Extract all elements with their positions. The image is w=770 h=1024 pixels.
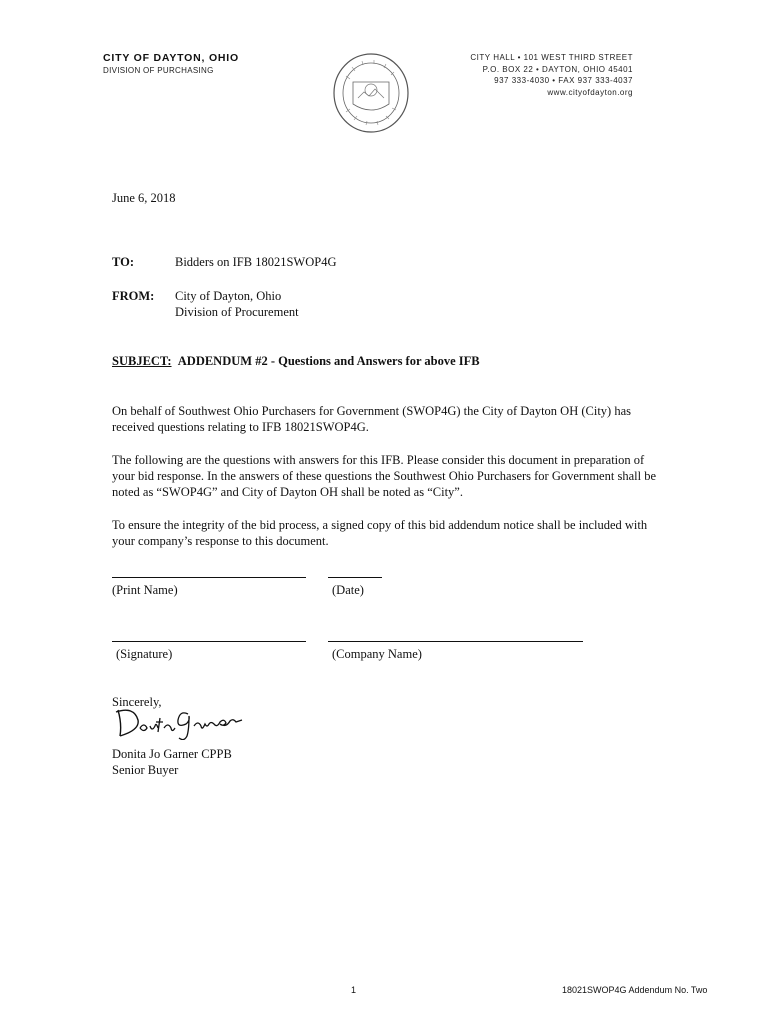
paragraph-line: received questions relating to IFB 18021SWOP4G. — [112, 420, 369, 434]
address-line: CITY HALL • 101 WEST THIRD STREET — [470, 53, 633, 62]
handwritten-signature-icon — [112, 704, 260, 740]
signer-title: Senior Buyer — [112, 763, 179, 777]
company-name-label: (Company Name) — [332, 647, 422, 661]
from-line: City of Dayton, Ohio — [175, 289, 282, 303]
to-label: TO: — [112, 255, 134, 269]
date-line[interactable] — [328, 577, 382, 578]
subject — [112, 353, 480, 369]
print-name-label: (Print Name) — [112, 583, 178, 597]
city-seal-icon — [332, 52, 410, 134]
org-name: CITY OF DAYTON, OHIO — [103, 52, 239, 64]
signature-label: (Signature) — [116, 647, 173, 661]
to-value: Bidders on IFB 18021SWOP4G — [175, 255, 337, 269]
page-number: 1 — [351, 985, 357, 995]
signer-name: Donita Jo Garner CPPB — [112, 747, 232, 761]
letterhead-address — [470, 52, 633, 98]
date-label: (Date) — [332, 583, 364, 597]
document-reference: 18021SWOP4G Addendum No. Two — [562, 985, 708, 995]
subject-label: SUBJECT: — [112, 354, 172, 368]
letter-date: June 6, 2018 — [112, 191, 176, 205]
from-label: FROM: — [112, 289, 155, 303]
org-division: DIVISION OF PURCHASING — [103, 66, 214, 75]
address-line: P.O. BOX 22 • DAYTON, OHIO 45401 — [482, 64, 633, 74]
print-name-line[interactable] — [112, 577, 306, 578]
paragraph-line: your bid response. In the answers of these questions the Southwest Ohio Purchasers for Government shall be — [112, 469, 656, 483]
paragraph-line: noted as “SWOP4G” and City of Dayton OH shall be noted as “City”. — [112, 485, 463, 499]
paragraph-line: your company’s response to this document. — [112, 534, 329, 548]
paragraph-line: The following are the questions with answers for this IFB. Please consider this document in preparation of — [112, 453, 645, 467]
company-name-line[interactable] — [328, 641, 583, 642]
address-line: 937 333-4030 • FAX 937 333-4037 — [494, 76, 633, 85]
from-line: Division of Procurement — [175, 305, 299, 319]
closing: Sincerely, — [112, 695, 162, 709]
paragraph-line: To ensure the integrity of the bid process, a signed copy of this bid addendum notice shall be included with — [112, 518, 648, 532]
subject-value: ADDENDUM #2 - Questions and Answers for above IFB — [177, 354, 480, 368]
signature-line[interactable] — [112, 641, 306, 642]
website-link[interactable]: www.cityofdayton.org — [547, 87, 633, 97]
paragraph-line: On behalf of Southwest Ohio Purchasers for Government (SWOP4G) the City of Dayton OH (City) has — [112, 404, 632, 418]
